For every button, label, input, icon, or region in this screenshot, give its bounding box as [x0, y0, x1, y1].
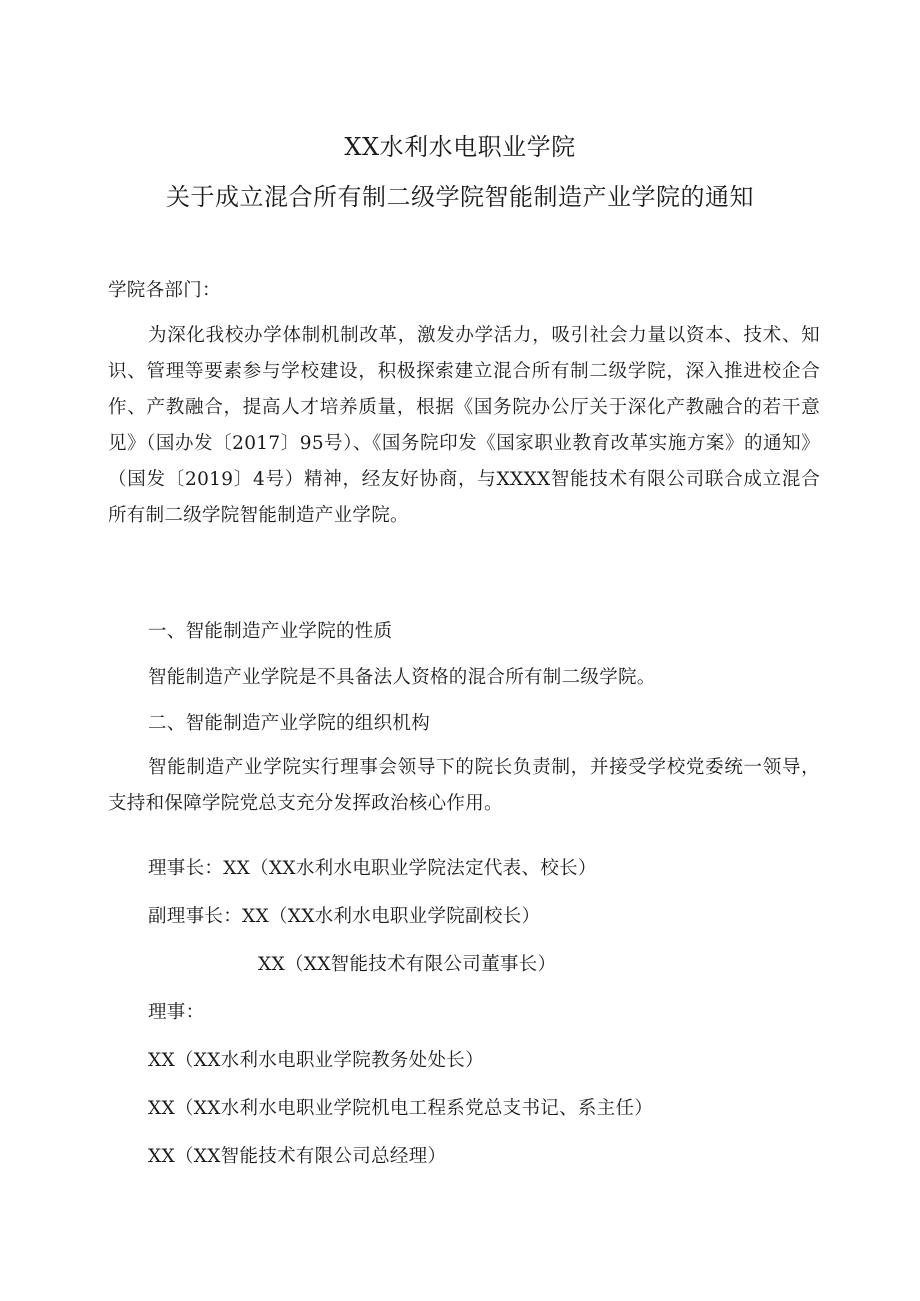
intro-paragraph: 为深化我校办学体制机制改革，激发办学活力，吸引社会力量以资本、技术、知识、管理等要素参与学校建设，积极探索建立混合所有制二级学院，深入推进校企合作、产教融合，提高人才培养质量，根据《国务院办公厅关于深化产教融合的若干意见》（国办发〔2017〕95号）、《国务院印发《国家职业教育改革实施方案》的通知》（国发〔2019〕4号）精神，经友好协商，与XXXX智能技术有限公司联合成立混合所有制二级学院智能制造产业学院。 [108, 325, 820, 526]
salutation: 学院各部门： [108, 280, 221, 301]
vice-chairman-line-2: XX（XX智能技术有限公司董事长） [258, 954, 557, 975]
section2-paragraph: 智能制造产业学院实行理事会领导下的院长负责制，并接受学校党委统一领导，支持和保障学院党总支充分发挥政治核心作用。 [108, 757, 820, 814]
director-1: XX（XX水利水电职业学院教务处处长） [148, 1050, 484, 1071]
director-2: XX（XX水利水电职业学院机电工程系党总支书记、系主任） [148, 1098, 654, 1119]
section1-text: 智能制造产业学院是不具备法人资格的混合所有制二级学院。 [148, 667, 656, 688]
document-title-line-1: XX水利水电职业学院 [344, 133, 576, 161]
section2-heading: 二、智能制造产业学院的组织机构 [148, 713, 431, 734]
directors-label: 理事： [148, 1002, 205, 1023]
director-3: XX（XX智能技术有限公司总经理） [148, 1146, 447, 1167]
chairman-line: 理事长：XX（XX水利水电职业学院法定代表、校长） [148, 858, 597, 879]
vice-chairman-line-1: 副理事长：XX（XX水利水电职业学院副校长） [148, 906, 541, 927]
section1-heading: 一、智能制造产业学院的性质 [148, 621, 393, 642]
document-title-line-2: 关于成立混合所有制二级学院智能制造产业学院的通知 [166, 183, 754, 211]
